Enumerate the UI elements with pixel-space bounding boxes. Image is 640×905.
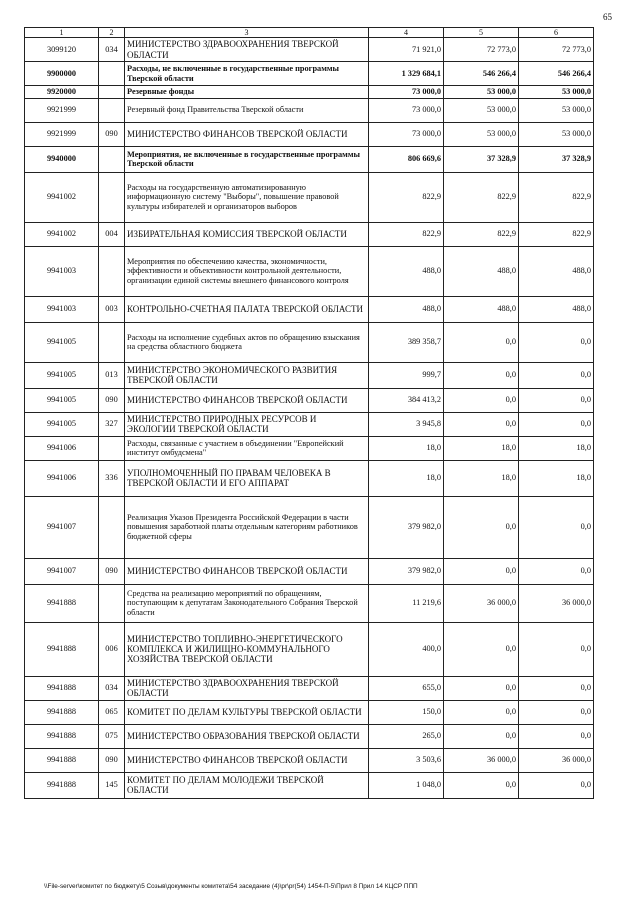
row-code: 3099120: [25, 38, 99, 62]
row-value-col6: 0,0: [519, 412, 594, 436]
row-value-col4: 150,0: [369, 700, 444, 724]
row-name: Расходы, не включенные в государственные программы Тверской области: [125, 62, 369, 86]
row-value-col4: 806 669,6: [369, 146, 444, 172]
row-value-col4: 73 000,0: [369, 122, 444, 146]
row-name: Расходы на исполнение судебных актов по обращению взыскания на средства областного бюджета: [125, 322, 369, 362]
row-value-col6: 36 000,0: [519, 584, 594, 622]
row-name: Средства на реализацию мероприятий по обращениям, поступающим к депутатам Законодательного Собрания Тверской области: [125, 584, 369, 622]
row-dept-code: 065: [99, 700, 125, 724]
row-code: 9941888: [25, 772, 99, 798]
row-value-col6: 53 000,0: [519, 86, 594, 99]
row-name: МИНИСТЕРСТВО ОБРАЗОВАНИЯ ТВЕРСКОЙ ОБЛАСТИ: [125, 724, 369, 748]
row-name: МИНИСТЕРСТВО ФИНАНСОВ ТВЕРСКОЙ ОБЛАСТИ: [125, 558, 369, 584]
row-value-col5: 18,0: [444, 436, 519, 460]
row-value-col4: 999,7: [369, 362, 444, 388]
row-value-col6: 53 000,0: [519, 122, 594, 146]
row-dept-code: [99, 172, 125, 222]
row-code: 9941006: [25, 436, 99, 460]
row-dept-code: 090: [99, 558, 125, 584]
row-value-col5: 0,0: [444, 676, 519, 700]
row-dept-code: [99, 62, 125, 86]
row-code: 9940000: [25, 146, 99, 172]
row-dept-code: [99, 496, 125, 558]
row-name: МИНИСТЕРСТВО ФИНАНСОВ ТВЕРСКОЙ ОБЛАСТИ: [125, 748, 369, 772]
row-value-col5: 18,0: [444, 460, 519, 496]
row-value-col5: 822,9: [444, 222, 519, 246]
row-code: 9941888: [25, 724, 99, 748]
row-name: Резервные фонды: [125, 86, 369, 99]
row-value-col6: 0,0: [519, 622, 594, 676]
budget-table: [24, 27, 594, 799]
row-value-col5: 0,0: [444, 362, 519, 388]
row-dept-code: 090: [99, 748, 125, 772]
row-value-col6: 0,0: [519, 772, 594, 798]
row-dept-code: [99, 246, 125, 296]
row-value-col4: 488,0: [369, 246, 444, 296]
row-value-col4: 822,9: [369, 172, 444, 222]
table-row: [25, 98, 594, 122]
row-value-col5: 0,0: [444, 700, 519, 724]
column-header: 3: [125, 28, 369, 38]
row-dept-code: 327: [99, 412, 125, 436]
table-row: [25, 412, 594, 436]
row-value-col4: 18,0: [369, 460, 444, 496]
row-code: 9941005: [25, 322, 99, 362]
row-value-col5: 0,0: [444, 622, 519, 676]
row-name: МИНИСТЕРСТВО ФИНАНСОВ ТВЕРСКОЙ ОБЛАСТИ: [125, 388, 369, 412]
row-code: 9941888: [25, 748, 99, 772]
column-number-row: [25, 28, 594, 38]
row-value-col6: 0,0: [519, 322, 594, 362]
row-name: УПОЛНОМОЧЕННЫЙ ПО ПРАВАМ ЧЕЛОВЕКА В ТВЕРСКОЙ ОБЛАСТИ И ЕГО АППАРАТ: [125, 460, 369, 496]
table-row: [25, 584, 594, 622]
row-name: ИЗБИРАТЕЛЬНАЯ КОМИССИЯ ТВЕРСКОЙ ОБЛАСТИ: [125, 222, 369, 246]
row-value-col4: 71 921,0: [369, 38, 444, 62]
row-value-col5: 488,0: [444, 296, 519, 322]
row-value-col4: 379 982,0: [369, 496, 444, 558]
row-dept-code: 090: [99, 122, 125, 146]
row-name: КОМИТЕТ ПО ДЕЛАМ КУЛЬТУРЫ ТВЕРСКОЙ ОБЛАСТИ: [125, 700, 369, 724]
row-dept-code: 336: [99, 460, 125, 496]
row-value-col5: 36 000,0: [444, 748, 519, 772]
table-row: [25, 388, 594, 412]
row-code: 9941888: [25, 676, 99, 700]
row-value-col5: 488,0: [444, 246, 519, 296]
row-value-col5: 546 266,4: [444, 62, 519, 86]
page-number: 65: [603, 12, 612, 22]
row-value-col5: 72 773,0: [444, 38, 519, 62]
table-row: [25, 172, 594, 222]
row-dept-code: 090: [99, 388, 125, 412]
row-dept-code: [99, 584, 125, 622]
table-row: [25, 496, 594, 558]
row-dept-code: 145: [99, 772, 125, 798]
row-value-col5: 0,0: [444, 724, 519, 748]
table-row: [25, 322, 594, 362]
row-value-col5: 53 000,0: [444, 122, 519, 146]
row-value-col5: 0,0: [444, 772, 519, 798]
row-value-col6: 546 266,4: [519, 62, 594, 86]
row-value-col4: 822,9: [369, 222, 444, 246]
row-value-col6: 822,9: [519, 222, 594, 246]
row-value-col4: 488,0: [369, 296, 444, 322]
table-row: [25, 748, 594, 772]
row-code: 9900000: [25, 62, 99, 86]
row-dept-code: 034: [99, 38, 125, 62]
row-value-col6: 72 773,0: [519, 38, 594, 62]
row-name: КОМИТЕТ ПО ДЕЛАМ МОЛОДЕЖИ ТВЕРСКОЙ ОБЛАСТИ: [125, 772, 369, 798]
row-value-col4: 389 358,7: [369, 322, 444, 362]
row-value-col6: 18,0: [519, 460, 594, 496]
row-value-col6: 822,9: [519, 172, 594, 222]
file-path-footer: \\File-server\комитет по бюджету\5 Созыв\документы комитета\54 заседание (4)\pr\pr(54) 1454-П-5\Прил 8 Прил 14 КЦСР ППП: [44, 883, 418, 890]
row-dept-code: [99, 146, 125, 172]
row-code: 9941003: [25, 246, 99, 296]
table-row: [25, 62, 594, 86]
table-row: [25, 676, 594, 700]
row-dept-code: [99, 436, 125, 460]
row-value-col6: 0,0: [519, 496, 594, 558]
row-dept-code: [99, 322, 125, 362]
row-dept-code: 013: [99, 362, 125, 388]
row-name: Расходы, связанные с участием в объединении "Европейский институт омбудсмена": [125, 436, 369, 460]
table-row: [25, 436, 594, 460]
table-row: [25, 460, 594, 496]
row-value-col4: 384 413,2: [369, 388, 444, 412]
row-dept-code: 075: [99, 724, 125, 748]
row-value-col4: 3 945,8: [369, 412, 444, 436]
row-value-col4: 18,0: [369, 436, 444, 460]
row-value-col4: 1 048,0: [369, 772, 444, 798]
row-value-col6: 0,0: [519, 558, 594, 584]
column-header: 1: [25, 28, 99, 38]
row-name: КОНТРОЛЬНО-СЧЕТНАЯ ПАЛАТА ТВЕРСКОЙ ОБЛАСТИ: [125, 296, 369, 322]
row-name: МИНИСТЕРСТВО ЗДРАВООХРАНЕНИЯ ТВЕРСКОЙ ОБЛАСТИ: [125, 38, 369, 62]
row-code: 9941888: [25, 584, 99, 622]
row-value-col6: 36 000,0: [519, 748, 594, 772]
row-code: 9920000: [25, 86, 99, 99]
row-value-col5: 0,0: [444, 388, 519, 412]
row-value-col6: 0,0: [519, 724, 594, 748]
row-value-col4: 73 000,0: [369, 98, 444, 122]
table-row: [25, 222, 594, 246]
row-value-col6: 0,0: [519, 700, 594, 724]
table-row: [25, 362, 594, 388]
row-value-col4: 265,0: [369, 724, 444, 748]
row-value-col4: 400,0: [369, 622, 444, 676]
row-name: МИНИСТЕРСТВО ФИНАНСОВ ТВЕРСКОЙ ОБЛАСТИ: [125, 122, 369, 146]
row-dept-code: 034: [99, 676, 125, 700]
table-row: [25, 296, 594, 322]
table-row: [25, 122, 594, 146]
row-name: Резервный фонд Правительства Тверской области: [125, 98, 369, 122]
row-value-col5: 0,0: [444, 558, 519, 584]
row-code: 9941005: [25, 412, 99, 436]
row-dept-code: 003: [99, 296, 125, 322]
row-value-col6: 53 000,0: [519, 98, 594, 122]
column-header: 4: [369, 28, 444, 38]
row-code: 9941006: [25, 460, 99, 496]
row-value-col4: 655,0: [369, 676, 444, 700]
table-row: [25, 724, 594, 748]
row-name: Расходы на государственную автоматизированную информационную систему "Выборы", повышение правовой культуры избирателей и организаторов выборов: [125, 172, 369, 222]
row-value-col6: 37 328,9: [519, 146, 594, 172]
row-value-col4: 73 000,0: [369, 86, 444, 99]
column-header: 5: [444, 28, 519, 38]
row-code: 9941002: [25, 222, 99, 246]
row-code: 9921999: [25, 122, 99, 146]
row-value-col5: 36 000,0: [444, 584, 519, 622]
row-name: МИНИСТЕРСТВО ТОПЛИВНО-ЭНЕРГЕТИЧЕСКОГО КОМПЛЕКСА И ЖИЛИЩНО-КОММУНАЛЬНОГО ХОЗЯЙСТВА ТВЕРСКОЙ ОБЛАСТИ: [125, 622, 369, 676]
row-name: МИНИСТЕРСТВО ЗДРАВООХРАНЕНИЯ ТВЕРСКОЙ ОБЛАСТИ: [125, 676, 369, 700]
row-value-col5: 37 328,9: [444, 146, 519, 172]
row-code: 9941003: [25, 296, 99, 322]
row-code: 9941005: [25, 388, 99, 412]
row-code: 9941888: [25, 700, 99, 724]
row-value-col5: 0,0: [444, 496, 519, 558]
row-code: 9921999: [25, 98, 99, 122]
table-row: [25, 38, 594, 62]
row-name: МИНИСТЕРСТВО ПРИРОДНЫХ РЕСУРСОВ И ЭКОЛОГИИ ТВЕРСКОЙ ОБЛАСТИ: [125, 412, 369, 436]
table-row: [25, 86, 594, 99]
row-value-col6: 0,0: [519, 362, 594, 388]
row-dept-code: [99, 98, 125, 122]
row-dept-code: 006: [99, 622, 125, 676]
row-value-col4: 379 982,0: [369, 558, 444, 584]
row-value-col6: 488,0: [519, 296, 594, 322]
table-row: [25, 146, 594, 172]
row-value-col6: 0,0: [519, 388, 594, 412]
row-value-col5: 0,0: [444, 412, 519, 436]
row-value-col6: 0,0: [519, 676, 594, 700]
row-value-col5: 0,0: [444, 322, 519, 362]
table-row: [25, 622, 594, 676]
row-code: 9941888: [25, 622, 99, 676]
row-value-col5: 53 000,0: [444, 86, 519, 99]
table-row: [25, 700, 594, 724]
row-value-col4: 11 219,6: [369, 584, 444, 622]
row-name: Мероприятия, не включенные в государственные программы Тверской области: [125, 146, 369, 172]
row-value-col6: 488,0: [519, 246, 594, 296]
row-code: 9941002: [25, 172, 99, 222]
row-code: 9941007: [25, 496, 99, 558]
table-row: [25, 246, 594, 296]
row-code: 9941005: [25, 362, 99, 388]
table-row: [25, 772, 594, 798]
table-row: [25, 558, 594, 584]
row-name: Реализация Указов Президента Российской Федерации в части повышения заработной платы отдельным категориям работников бюджетной сферы: [125, 496, 369, 558]
row-value-col5: 53 000,0: [444, 98, 519, 122]
row-name: Мероприятия по обеспечению качества, экономичности, эффективности и объективности контрольной деятельности, организации единой системы внешнего финансового контроля: [125, 246, 369, 296]
row-code: 9941007: [25, 558, 99, 584]
row-name: МИНИСТЕРСТВО ЭКОНОМИЧЕСКОГО РАЗВИТИЯ ТВЕРСКОЙ ОБЛАСТИ: [125, 362, 369, 388]
row-value-col5: 822,9: [444, 172, 519, 222]
row-value-col4: 1 329 684,1: [369, 62, 444, 86]
row-value-col4: 3 503,6: [369, 748, 444, 772]
row-dept-code: [99, 86, 125, 99]
row-value-col6: 18,0: [519, 436, 594, 460]
row-dept-code: 004: [99, 222, 125, 246]
column-header: 2: [99, 28, 125, 38]
column-header: 6: [519, 28, 594, 38]
